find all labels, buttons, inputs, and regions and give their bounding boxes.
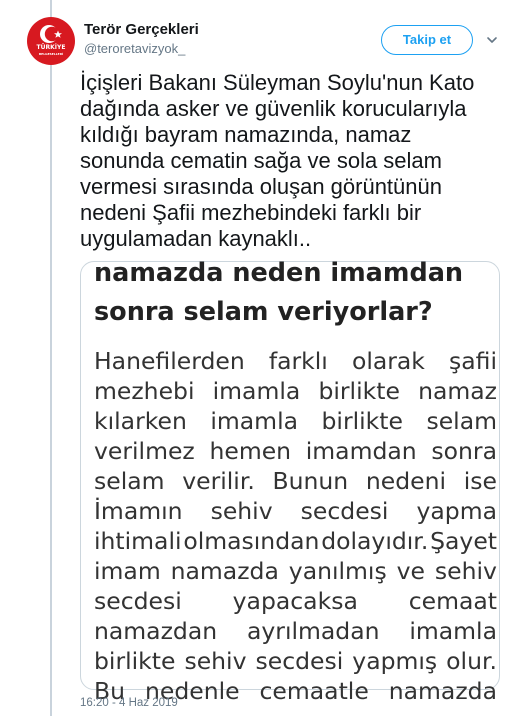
tweet-line: uygulamadan kaynaklı.. bbox=[80, 226, 312, 251]
image-body-word: ayrılmadan bbox=[246, 617, 380, 645]
image-body-word: yapmış bbox=[352, 647, 438, 675]
follow-button[interactable]: Takip et bbox=[381, 25, 473, 55]
tweet-line: dağında asker ve güvenlik korucularıyla bbox=[80, 96, 467, 121]
image-body-word: namaz bbox=[418, 377, 497, 405]
image-body-line bbox=[94, 556, 497, 586]
crescent-star-icon bbox=[27, 17, 75, 65]
image-heading bbox=[94, 254, 494, 332]
image-body-word: şafii bbox=[449, 347, 497, 375]
image-body-word: imamla bbox=[212, 377, 301, 405]
avatar-sublabel: BELGESELLERİ bbox=[38, 52, 64, 56]
image-body-word: Bu bbox=[94, 677, 126, 705]
image-body-line bbox=[94, 496, 497, 526]
image-body-word: selam bbox=[94, 467, 165, 495]
image-body-line bbox=[94, 586, 497, 616]
tweet-timestamp[interactable]: 16:20 - 4 Haz 2019 bbox=[80, 697, 178, 709]
image-body-word: kılarken bbox=[94, 407, 187, 435]
image-body-word: birlikte bbox=[94, 647, 176, 675]
tweet-line: vermesi sırasında oluşan görüntünün bbox=[80, 174, 442, 199]
avatar[interactable] bbox=[27, 17, 75, 65]
image-body-word: secdesi bbox=[300, 497, 389, 525]
image-body-word: mezhebi bbox=[94, 377, 195, 405]
image-body-word: sehiv bbox=[434, 557, 497, 585]
image-body-word: Hanefilerden bbox=[94, 347, 245, 375]
image-body-word: dolayıdır. bbox=[321, 527, 429, 555]
chevron-down-icon[interactable] bbox=[485, 33, 499, 47]
image-body-line bbox=[94, 346, 497, 376]
image-body-word: secdesi bbox=[94, 587, 182, 615]
image-body-line bbox=[94, 406, 497, 436]
image-body-word: namazdan bbox=[94, 617, 218, 645]
image-body-word: secdesi bbox=[255, 647, 344, 675]
image-body-word: birlikte bbox=[318, 377, 400, 405]
image-body-word: farklı bbox=[268, 347, 328, 375]
image-body-word: olarak bbox=[351, 347, 425, 375]
image-body-word: nedeni bbox=[365, 467, 447, 495]
image-body-text bbox=[94, 346, 497, 706]
image-body-word: ihtimali bbox=[94, 527, 182, 555]
image-body-word: İmamın bbox=[94, 497, 183, 525]
image-body-word: olmasından bbox=[183, 527, 320, 555]
tweet-line: sonunda cematin sağa ve sola selam bbox=[80, 148, 442, 173]
tweet-line: İçişleri Bakanı Süleyman Soylu'nun Kato bbox=[80, 70, 475, 95]
image-body-word: ise bbox=[463, 467, 497, 495]
image-body-word: cemaatle bbox=[259, 677, 369, 705]
image-body-word: verilir. bbox=[182, 467, 255, 495]
image-body-word: cemaat bbox=[408, 587, 497, 615]
image-body-word: selam bbox=[426, 407, 497, 435]
tweet-line: kıldığı bayram namazında, namaz bbox=[80, 122, 412, 147]
image-body-word: sehiv bbox=[184, 647, 247, 675]
author-handle[interactable]: @teroretavizyok_ bbox=[84, 41, 186, 56]
image-body-word: hemen bbox=[209, 437, 292, 465]
image-heading-line: sonra selam veriyorlar? bbox=[94, 297, 433, 327]
image-body-word: verilmez bbox=[94, 437, 195, 465]
image-body-line bbox=[94, 466, 497, 496]
image-body-line bbox=[94, 376, 497, 406]
tweet-text bbox=[80, 70, 510, 252]
tweet-line: nedeni Şafii mezhebindeki farklı bir bbox=[80, 200, 422, 225]
image-body-word: olur. bbox=[446, 647, 497, 675]
image-body-word: sonra bbox=[431, 437, 497, 465]
image-body-word: imamla bbox=[210, 407, 299, 435]
image-body-word: Şayet bbox=[430, 527, 497, 555]
image-body-word: imamla bbox=[409, 617, 497, 645]
image-body-line bbox=[94, 616, 497, 646]
image-body-word: imam bbox=[94, 557, 161, 585]
image-body-word: ve bbox=[396, 557, 425, 585]
image-body-word: yapacaksa bbox=[232, 587, 358, 615]
image-body-word: Bunun bbox=[272, 467, 349, 495]
image-body-line bbox=[94, 646, 497, 676]
author-display-name[interactable]: Terör Gerçekleri bbox=[84, 21, 199, 38]
image-body-word: namazda bbox=[170, 557, 279, 585]
image-body-word: birlikte bbox=[321, 407, 403, 435]
image-body-word: yapma bbox=[416, 497, 497, 525]
image-body-word: namazda bbox=[388, 677, 497, 705]
image-heading-line: namazda neden imamdan bbox=[94, 258, 464, 288]
image-body-word: yanılmış bbox=[288, 557, 387, 585]
image-body-word: nedenle bbox=[144, 677, 240, 705]
image-body-word: sehiv bbox=[210, 497, 273, 525]
image-body-word: imamdan bbox=[305, 437, 417, 465]
image-body-line bbox=[94, 436, 497, 466]
image-body-line bbox=[94, 526, 497, 556]
thread-line bbox=[50, 0, 52, 716]
avatar-label: TÜRKİYE bbox=[36, 44, 66, 51]
